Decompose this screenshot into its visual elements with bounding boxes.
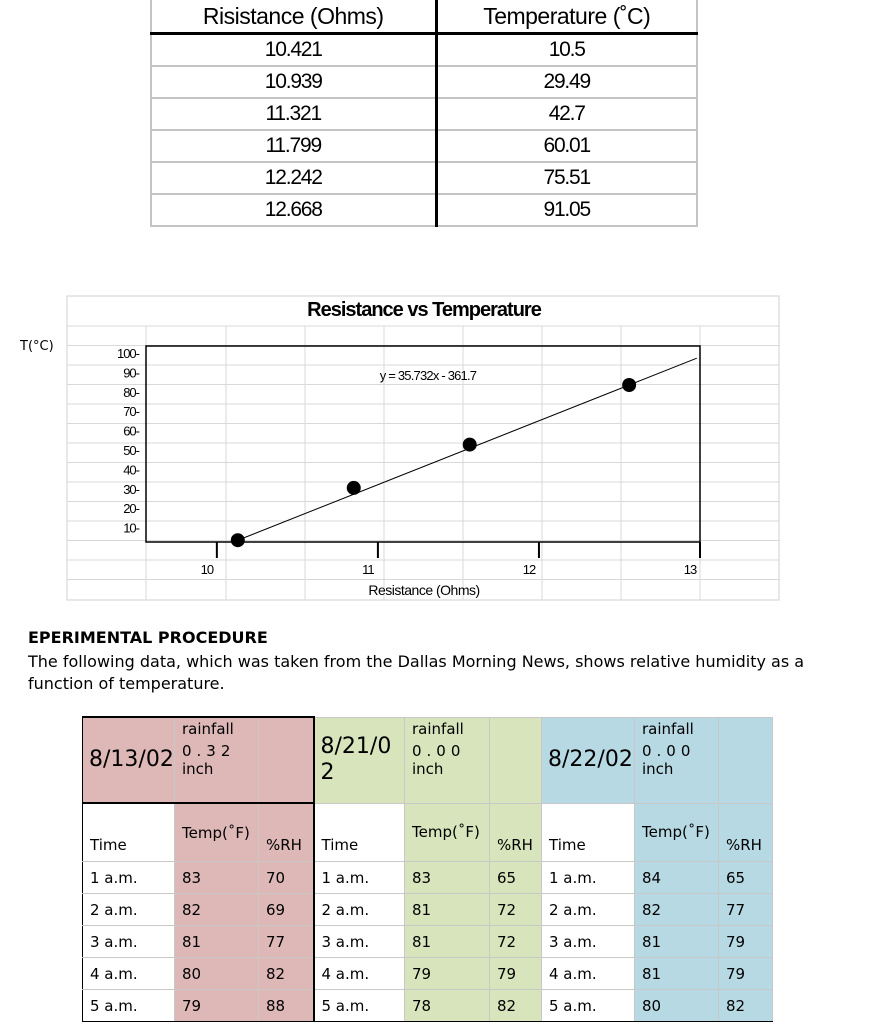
resistance-temperature-table bbox=[150, 0, 698, 227]
rainfall-amount: 0.00 bbox=[642, 741, 696, 760]
temp-cell: 78 bbox=[405, 990, 490, 1022]
data-point bbox=[231, 533, 245, 547]
time-cell: 1 a.m. bbox=[83, 862, 175, 894]
rainfall-unit: inch bbox=[642, 759, 674, 778]
time-header: Time bbox=[314, 803, 405, 862]
time-cell: 3 a.m. bbox=[542, 926, 635, 958]
resistance-temperature-chart bbox=[0, 290, 870, 610]
procedure-heading: EPERIMENTAL PROCEDURE bbox=[28, 628, 268, 647]
date-cell: 8/22/02 bbox=[542, 717, 635, 803]
resistance-cell: 12.242 bbox=[151, 162, 436, 194]
empty-cell bbox=[719, 717, 773, 803]
temp-cell: 81 bbox=[635, 926, 719, 958]
temp-cell: 81 bbox=[405, 926, 490, 958]
y-tick-label: 40- bbox=[123, 462, 139, 478]
temperature-cell: 60.01 bbox=[436, 130, 697, 162]
data-point bbox=[347, 481, 361, 495]
time-cell: 4 a.m. bbox=[314, 958, 405, 990]
time-cell: 5 a.m. bbox=[314, 990, 405, 1022]
humidity-table bbox=[82, 716, 773, 1022]
table-row bbox=[151, 162, 697, 194]
table-row bbox=[151, 130, 697, 162]
chart-title: Resistance vs Temperature bbox=[307, 299, 541, 321]
rh-cell: 77 bbox=[259, 926, 314, 958]
temperature-cell: 42.7 bbox=[436, 98, 697, 130]
time-cell: 1 a.m. bbox=[314, 862, 405, 894]
temperature-cell: 29.49 bbox=[436, 66, 697, 98]
x-tick-label: 12 bbox=[522, 562, 536, 577]
table-row bbox=[83, 958, 773, 990]
rainfall-amount: 0.32 bbox=[182, 742, 236, 760]
x-tick-label: 13 bbox=[683, 562, 697, 577]
rh-cell: 79 bbox=[719, 958, 773, 990]
date-cell: 8/13/02 bbox=[83, 717, 175, 803]
table-row bbox=[83, 862, 773, 894]
time-header: Time bbox=[83, 803, 175, 862]
temp-header: Temp(˚F) bbox=[635, 803, 719, 862]
rh-cell: 65 bbox=[490, 862, 542, 894]
y-tick-label: 20- bbox=[123, 501, 139, 517]
resistance-cell: 10.939 bbox=[151, 66, 436, 98]
rh-cell: 79 bbox=[490, 958, 542, 990]
procedure-text: The following data, which was taken from the Dallas Morning News, shows relative humidity as a function of temperature. bbox=[28, 652, 805, 693]
time-cell: 2 a.m. bbox=[83, 894, 175, 926]
rh-header: %RH bbox=[259, 803, 314, 862]
trendline-equation: y = 35.732x - 361.7 bbox=[379, 368, 477, 383]
table-row bbox=[151, 98, 697, 130]
data-point bbox=[622, 378, 636, 392]
date-cell: 8/21/02 bbox=[314, 717, 405, 803]
rainfall-cell bbox=[175, 717, 259, 803]
time-cell: 2 a.m. bbox=[542, 894, 635, 926]
empty-cell bbox=[259, 717, 314, 803]
temp-cell: 80 bbox=[175, 958, 259, 990]
temperature-cell: 91.05 bbox=[436, 194, 697, 226]
time-cell: 5 a.m. bbox=[542, 990, 635, 1022]
time-cell: 2 a.m. bbox=[314, 894, 405, 926]
rh-cell: 77 bbox=[719, 894, 773, 926]
temp-cell: 81 bbox=[405, 894, 490, 926]
y-tick-label: 30- bbox=[123, 481, 139, 497]
rh-cell: 82 bbox=[259, 958, 314, 990]
y-axis-ticks bbox=[117, 346, 140, 536]
temp-cell: 84 bbox=[635, 862, 719, 894]
rainfall-label: rainfall bbox=[642, 719, 694, 738]
x-tick-label: 11 bbox=[362, 562, 374, 577]
rh-cell: 69 bbox=[259, 894, 314, 926]
rh-cell: 82 bbox=[719, 990, 773, 1022]
temp-cell: 83 bbox=[175, 862, 259, 894]
y-tick-label: 10- bbox=[123, 520, 139, 536]
y-tick-label: 80- bbox=[123, 384, 139, 400]
temp-cell: 80 bbox=[635, 990, 719, 1022]
resistance-cell: 11.321 bbox=[151, 98, 436, 130]
table-row bbox=[83, 990, 773, 1022]
background-grid bbox=[67, 296, 779, 600]
rh-header: %RH bbox=[719, 803, 773, 862]
y-tick-label: 70- bbox=[123, 404, 139, 420]
rh-cell: 79 bbox=[719, 926, 773, 958]
table-row bbox=[151, 194, 697, 226]
rh-cell: 70 bbox=[259, 862, 314, 894]
rainfall-unit: inch bbox=[412, 759, 444, 778]
time-cell: 4 a.m. bbox=[542, 958, 635, 990]
column-header-row bbox=[83, 803, 773, 862]
rh-cell: 65 bbox=[719, 862, 773, 894]
date-header-row bbox=[83, 717, 773, 803]
rh-cell: 82 bbox=[490, 990, 542, 1022]
temp-cell: 81 bbox=[635, 958, 719, 990]
y-tick-label: 90- bbox=[123, 365, 139, 381]
rainfall-label: rainfall bbox=[182, 720, 234, 738]
time-cell: 4 a.m. bbox=[83, 958, 175, 990]
temp-cell: 81 bbox=[175, 926, 259, 958]
temperature-header: Temperature (˚C) bbox=[436, 0, 697, 34]
table-row bbox=[151, 34, 697, 67]
rainfall-label: rainfall bbox=[412, 719, 464, 738]
x-axis-label: Resistance (Ohms) bbox=[368, 582, 480, 598]
time-cell: 3 a.m. bbox=[83, 926, 175, 958]
temp-cell: 82 bbox=[635, 894, 719, 926]
time-cell: 5 a.m. bbox=[83, 990, 175, 1022]
temp-cell: 79 bbox=[405, 958, 490, 990]
humidity-data-rows bbox=[83, 862, 773, 1022]
empty-cell bbox=[490, 717, 542, 803]
resistance-cell: 10.421 bbox=[151, 34, 436, 67]
temp-cell: 83 bbox=[405, 862, 490, 894]
resistance-cell: 12.668 bbox=[151, 194, 436, 226]
temperature-cell: 75.51 bbox=[436, 162, 697, 194]
rh-cell: 72 bbox=[490, 926, 542, 958]
rh-header: %RH bbox=[490, 803, 542, 862]
rainfall-cell bbox=[635, 717, 719, 803]
rainfall-unit: inch bbox=[182, 760, 214, 778]
y-axis-label: T(°C) bbox=[20, 339, 54, 354]
y-tick-label: 60- bbox=[123, 423, 139, 439]
data-point bbox=[463, 438, 477, 452]
temp-header: Temp(˚F) bbox=[175, 803, 259, 862]
time-header: Time bbox=[542, 803, 635, 862]
time-cell: 3 a.m. bbox=[314, 926, 405, 958]
rh-cell: 88 bbox=[259, 990, 314, 1022]
y-tick-label: 50- bbox=[123, 443, 139, 458]
rainfall-amount: 0.00 bbox=[412, 741, 466, 760]
table-header-row bbox=[151, 0, 697, 34]
resistance-cell: 11.799 bbox=[151, 130, 436, 162]
y-tick-label: 100- bbox=[116, 346, 139, 361]
rainfall-cell bbox=[405, 717, 490, 803]
resistance-header: Risistance (Ohms) bbox=[151, 0, 436, 34]
x-tick-label: 10 bbox=[200, 562, 214, 577]
time-cell: 1 a.m. bbox=[542, 862, 635, 894]
table-row bbox=[83, 926, 773, 958]
table-row bbox=[83, 894, 773, 926]
temp-header: Temp(˚F) bbox=[405, 803, 490, 862]
rh-cell: 72 bbox=[490, 894, 542, 926]
table-row bbox=[151, 66, 697, 98]
temp-cell: 79 bbox=[175, 990, 259, 1022]
temperature-cell: 10.5 bbox=[436, 34, 697, 67]
temp-cell: 82 bbox=[175, 894, 259, 926]
chart-svg bbox=[0, 290, 870, 610]
